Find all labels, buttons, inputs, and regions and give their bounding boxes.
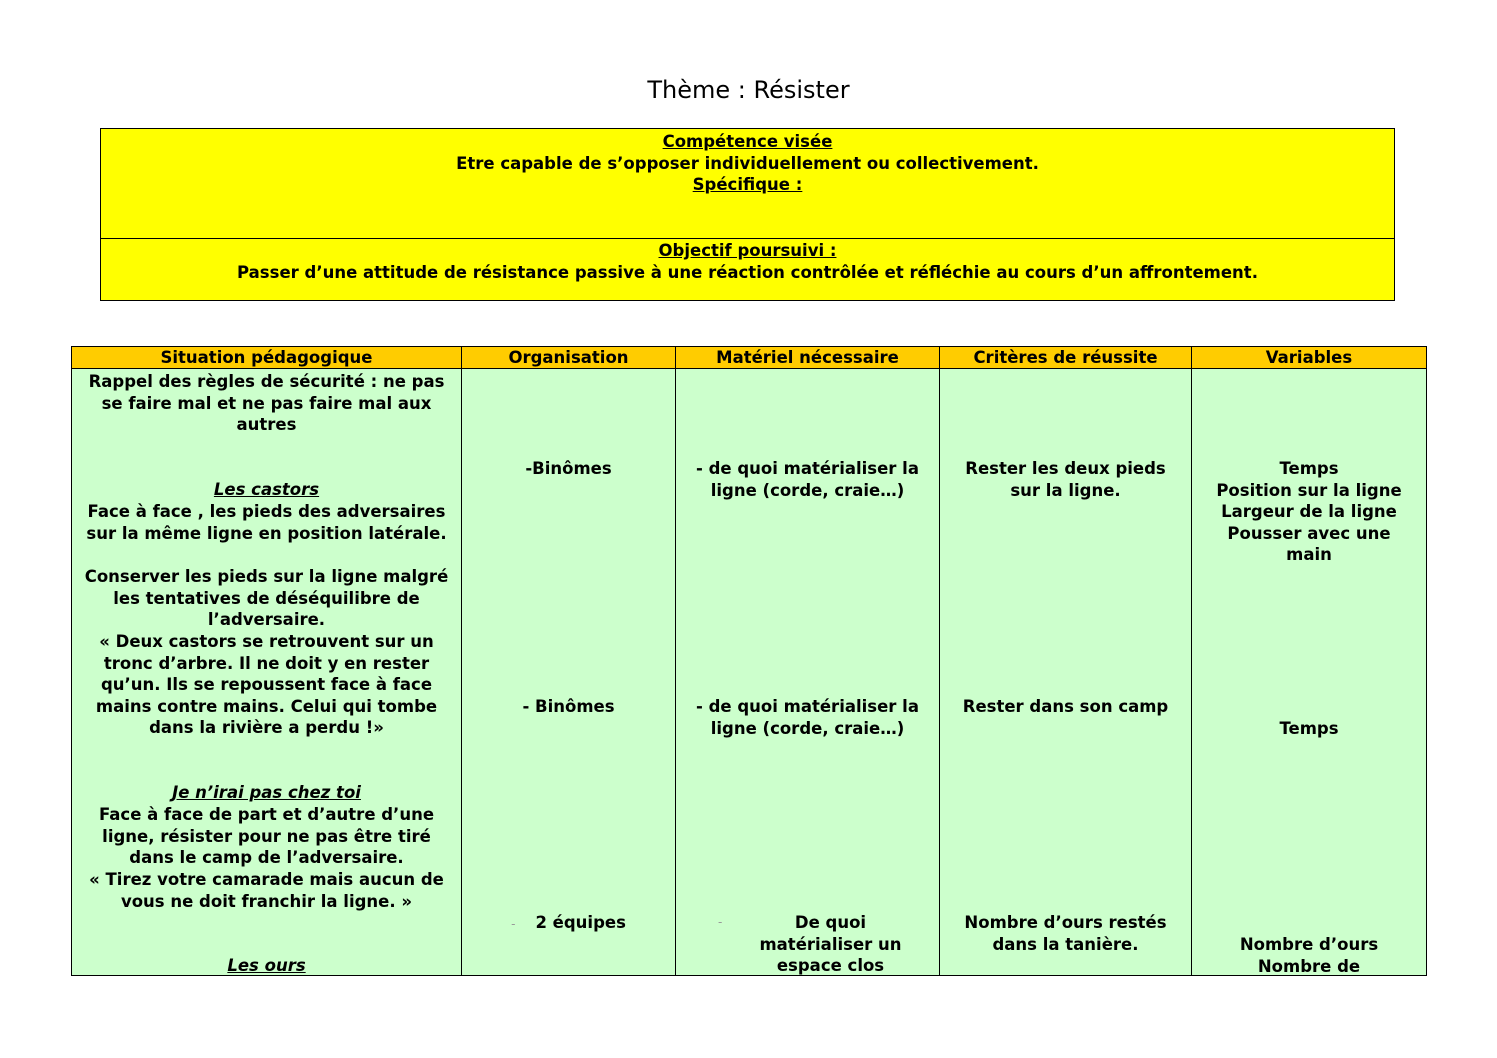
critere-1: Rester les deux pieds sur la ligne. <box>965 459 1166 500</box>
competence-box <box>100 128 1395 301</box>
chez-toi-quote: « Tirez votre camarade mais aucun de vous ne doit franchir la ligne. » <box>89 870 444 911</box>
organisation-1: -Binômes <box>525 459 612 478</box>
variable-item: Temps <box>1279 459 1339 478</box>
header-materiel: Matériel nécessaire <box>676 347 940 369</box>
cell-criteres <box>940 369 1192 976</box>
variable-item: Largeur de la ligne <box>1221 502 1397 522</box>
variable-item: Nombre d’ours <box>1239 935 1379 954</box>
header-variables: Variables <box>1192 347 1427 369</box>
situations-table <box>71 346 1427 976</box>
cell-materiel <box>676 369 940 976</box>
objectif-text: Passer d’une attitude de résistance passive à une réaction contrôlée et réfléchie au cours d’un affrontement. <box>237 262 1258 282</box>
chez-toi-text: Face à face de part et d’autre d’une ligne, résister pour ne pas être tiré dans le camp de l’adversaire. <box>98 805 435 868</box>
cell-organisation <box>462 369 676 976</box>
competence-text: Etre capable de s’opposer individuellement ou collectivement. <box>456 153 1039 173</box>
castors-title: Les castors <box>213 480 320 499</box>
header-situation: Situation pédagogique <box>72 347 462 369</box>
variable-item: Position sur la ligne <box>1216 480 1402 500</box>
specific-label: Spécifique : <box>692 175 803 194</box>
table-header-row <box>72 347 1427 369</box>
situation-intro: Rappel des règles de sécurité : ne pas se faire mal et ne pas faire mal aux autres <box>88 372 445 435</box>
organisation-2: - Binômes <box>522 697 615 716</box>
cell-situation <box>72 369 462 976</box>
table-row <box>72 369 1427 976</box>
header-criteres: Critères de réussite <box>940 347 1192 369</box>
materiel-3: - De quoi matérialiser un espace clos <box>718 913 902 975</box>
bullet-dash: - <box>511 917 516 931</box>
variable-2: Temps <box>1279 719 1339 738</box>
cell-variables <box>1192 369 1427 976</box>
castors-quote: « Deux castors se retrouvent sur un tronc d’arbre. Il ne doit y en rester qu’un. Ils se repoussent face à face mains contre mains. Celui qui tombe dans la rivière a perdu !» <box>95 632 438 738</box>
variables-group-1 <box>1204 458 1414 566</box>
variable-item: Pousser avec une main <box>1227 523 1391 565</box>
castors-text1: Face à face , les pieds des adversaires sur la même ligne en position latérale. <box>86 502 447 543</box>
objectif-heading: Objectif poursuivi : <box>658 241 837 260</box>
critere-2: Rester dans son camp <box>962 697 1169 716</box>
organisation-3: - 2 équipes <box>511 913 626 932</box>
critere-3: Nombre d’ours restés dans la tanière. <box>964 913 1167 954</box>
competence-section <box>101 129 1394 239</box>
variable-item: Nombre de <box>1257 956 1361 975</box>
bullet-dash: - <box>718 915 723 929</box>
ours-title: Les ours <box>227 956 306 975</box>
competence-heading: Compétence visée <box>662 132 833 151</box>
materiel-1: - de quoi matérialiser la ligne (corde, craie…) <box>696 459 919 500</box>
header-organisation: Organisation <box>462 347 676 369</box>
page-title: Thème : Résister <box>647 76 850 104</box>
chez-toi-title: Je n’irai pas chez toi <box>172 783 361 802</box>
materiel-2: - de quoi matérialiser la ligne (corde, craie…) <box>696 697 919 738</box>
castors-text2: Conserver les pieds sur la ligne malgré les tentatives de déséquilibre de l’adversaire. <box>84 567 449 630</box>
variables-group-3 <box>1204 934 1414 975</box>
objectif-section <box>101 238 1394 301</box>
